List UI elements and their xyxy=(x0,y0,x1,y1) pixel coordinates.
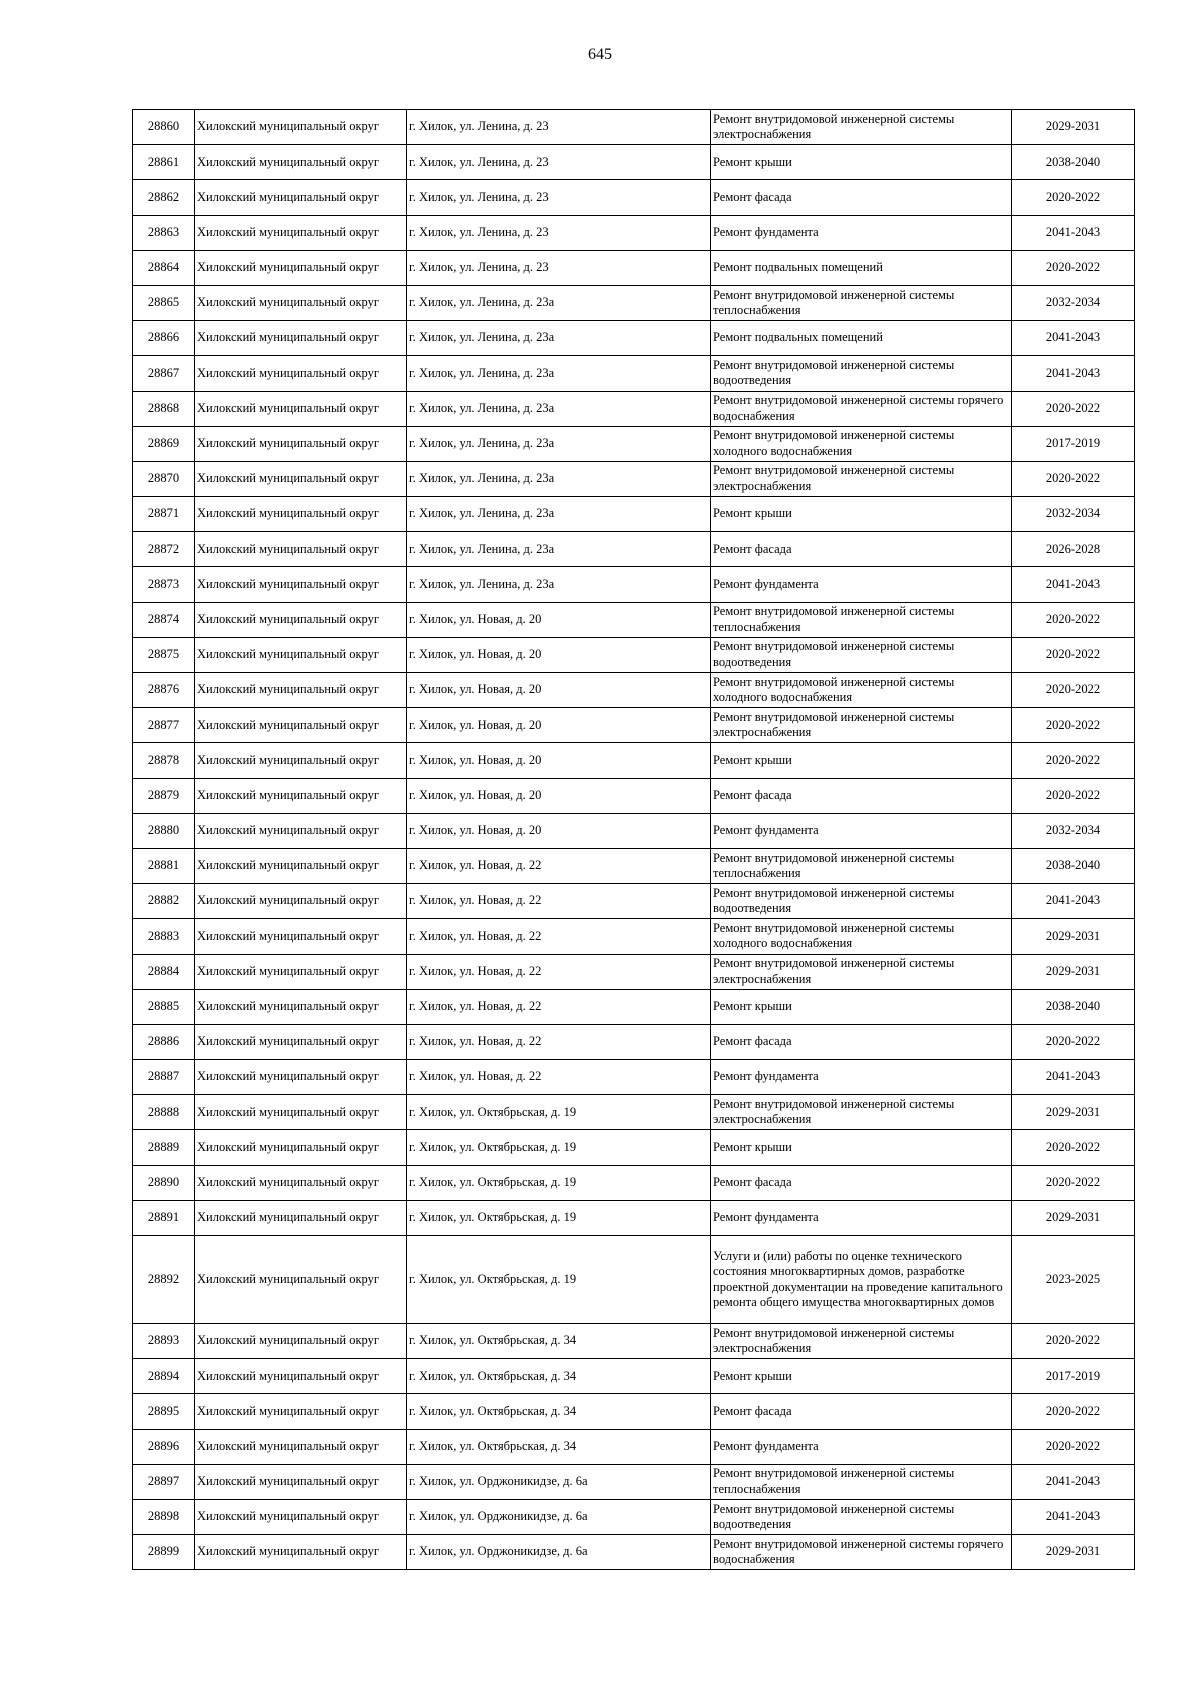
table-row xyxy=(133,1464,1135,1499)
municipality-cell: Хилокский муниципальный округ xyxy=(195,673,407,708)
table-row xyxy=(133,989,1135,1024)
period-cell: 2029-2031 xyxy=(1012,1200,1135,1235)
work-type-cell: Ремонт внутридомовой инженерной системы электроснабжения xyxy=(711,110,1012,145)
table-row xyxy=(133,356,1135,391)
row-number-cell: 28864 xyxy=(133,250,195,285)
municipality-cell: Хилокский муниципальный округ xyxy=(195,919,407,954)
municipality-cell: Хилокский муниципальный округ xyxy=(195,1130,407,1165)
row-number-cell: 28861 xyxy=(133,145,195,180)
work-type-cell: Ремонт крыши xyxy=(711,145,1012,180)
municipality-cell: Хилокский муниципальный округ xyxy=(195,989,407,1024)
municipality-cell: Хилокский муниципальный округ xyxy=(195,954,407,989)
table-row xyxy=(133,1429,1135,1464)
table-row xyxy=(133,743,1135,778)
row-number-cell: 28884 xyxy=(133,954,195,989)
period-cell: 2029-2031 xyxy=(1012,919,1135,954)
table-row xyxy=(133,1535,1135,1570)
row-number-cell: 28871 xyxy=(133,497,195,532)
table-row xyxy=(133,708,1135,743)
row-number-cell: 28874 xyxy=(133,602,195,637)
address-cell: г. Хилок, ул. Ленина, д. 23а xyxy=(407,497,711,532)
row-number-cell: 28873 xyxy=(133,567,195,602)
row-number-cell: 28872 xyxy=(133,532,195,567)
work-type-cell: Ремонт подвальных помещений xyxy=(711,250,1012,285)
table-row xyxy=(133,954,1135,989)
work-type-cell: Ремонт фундамента xyxy=(711,1060,1012,1095)
table-row xyxy=(133,426,1135,461)
municipality-cell: Хилокский муниципальный округ xyxy=(195,1236,407,1324)
row-number-cell: 28897 xyxy=(133,1464,195,1499)
municipality-cell: Хилокский муниципальный округ xyxy=(195,215,407,250)
work-type-cell: Ремонт внутридомовой инженерной системы водоотведения xyxy=(711,884,1012,919)
work-type-cell: Ремонт фундамента xyxy=(711,215,1012,250)
municipality-cell: Хилокский муниципальный округ xyxy=(195,743,407,778)
municipality-cell: Хилокский муниципальный округ xyxy=(195,1394,407,1429)
address-cell: г. Хилок, ул. Ленина, д. 23 xyxy=(407,180,711,215)
address-cell: г. Хилок, ул. Новая, д. 20 xyxy=(407,673,711,708)
municipality-cell: Хилокский муниципальный округ xyxy=(195,708,407,743)
address-cell: г. Хилок, ул. Октябрьская, д. 19 xyxy=(407,1130,711,1165)
period-cell: 2020-2022 xyxy=(1012,673,1135,708)
municipality-cell: Хилокский муниципальный округ xyxy=(195,1499,407,1534)
work-type-cell: Ремонт внутридомовой инженерной системы теплоснабжения xyxy=(711,285,1012,320)
municipality-cell: Хилокский муниципальный округ xyxy=(195,180,407,215)
municipality-cell: Хилокский муниципальный округ xyxy=(195,145,407,180)
work-type-cell: Ремонт внутридомовой инженерной системы электроснабжения xyxy=(711,708,1012,743)
period-cell: 2020-2022 xyxy=(1012,461,1135,496)
period-cell: 2029-2031 xyxy=(1012,110,1135,145)
address-cell: г. Хилок, ул. Октябрьская, д. 19 xyxy=(407,1200,711,1235)
work-type-cell: Ремонт фундамента xyxy=(711,567,1012,602)
row-number-cell: 28868 xyxy=(133,391,195,426)
row-number-cell: 28899 xyxy=(133,1535,195,1570)
address-cell: г. Хилок, ул. Октябрьская, д. 34 xyxy=(407,1394,711,1429)
row-number-cell: 28890 xyxy=(133,1165,195,1200)
work-type-cell: Ремонт внутридомовой инженерной системы холодного водоснабжения xyxy=(711,673,1012,708)
period-cell: 2032-2034 xyxy=(1012,497,1135,532)
address-cell: г. Хилок, ул. Новая, д. 22 xyxy=(407,848,711,883)
row-number-cell: 28896 xyxy=(133,1429,195,1464)
table-row xyxy=(133,145,1135,180)
row-number-cell: 28891 xyxy=(133,1200,195,1235)
address-cell: г. Хилок, ул. Новая, д. 22 xyxy=(407,1060,711,1095)
address-cell: г. Хилок, ул. Новая, д. 20 xyxy=(407,602,711,637)
period-cell: 2020-2022 xyxy=(1012,1165,1135,1200)
work-type-cell: Ремонт фундамента xyxy=(711,813,1012,848)
table-row xyxy=(133,180,1135,215)
row-number-cell: 28876 xyxy=(133,673,195,708)
table-row xyxy=(133,1359,1135,1394)
address-cell: г. Хилок, ул. Новая, д. 20 xyxy=(407,637,711,672)
work-type-cell: Ремонт фасада xyxy=(711,1394,1012,1429)
row-number-cell: 28886 xyxy=(133,1024,195,1059)
municipality-cell: Хилокский муниципальный округ xyxy=(195,110,407,145)
address-cell: г. Хилок, ул. Октябрьская, д. 34 xyxy=(407,1359,711,1394)
period-cell: 2020-2022 xyxy=(1012,1024,1135,1059)
address-cell: г. Хилок, ул. Новая, д. 20 xyxy=(407,743,711,778)
work-type-cell: Ремонт крыши xyxy=(711,1359,1012,1394)
work-type-cell: Ремонт фундамента xyxy=(711,1429,1012,1464)
row-number-cell: 28885 xyxy=(133,989,195,1024)
address-cell: г. Хилок, ул. Ленина, д. 23а xyxy=(407,356,711,391)
table-row xyxy=(133,1165,1135,1200)
work-type-cell: Ремонт крыши xyxy=(711,497,1012,532)
work-type-cell: Ремонт внутридомовой инженерной системы теплоснабжения xyxy=(711,602,1012,637)
table-row xyxy=(133,1060,1135,1095)
table-row xyxy=(133,813,1135,848)
work-type-cell: Ремонт внутридомовой инженерной системы горячего водоснабжения xyxy=(711,1535,1012,1570)
table-row xyxy=(133,848,1135,883)
table-row xyxy=(133,321,1135,356)
row-number-cell: 28881 xyxy=(133,848,195,883)
table-row xyxy=(133,1095,1135,1130)
period-cell: 2020-2022 xyxy=(1012,637,1135,672)
municipality-cell: Хилокский муниципальный округ xyxy=(195,778,407,813)
period-cell: 2041-2043 xyxy=(1012,321,1135,356)
row-number-cell: 28883 xyxy=(133,919,195,954)
address-cell: г. Хилок, ул. Орджоникидзе, д. 6а xyxy=(407,1535,711,1570)
row-number-cell: 28878 xyxy=(133,743,195,778)
address-cell: г. Хилок, ул. Ленина, д. 23 xyxy=(407,145,711,180)
work-type-cell: Ремонт подвальных помещений xyxy=(711,321,1012,356)
row-number-cell: 28867 xyxy=(133,356,195,391)
work-type-cell: Ремонт фасада xyxy=(711,1024,1012,1059)
row-number-cell: 28887 xyxy=(133,1060,195,1095)
period-cell: 2038-2040 xyxy=(1012,989,1135,1024)
row-number-cell: 28898 xyxy=(133,1499,195,1534)
table-body xyxy=(133,110,1135,1570)
municipality-cell: Хилокский муниципальный округ xyxy=(195,532,407,567)
address-cell: г. Хилок, ул. Октябрьская, д. 19 xyxy=(407,1095,711,1130)
period-cell: 2020-2022 xyxy=(1012,1429,1135,1464)
work-type-cell: Ремонт внутридомовой инженерной системы холодного водоснабжения xyxy=(711,919,1012,954)
row-number-cell: 28895 xyxy=(133,1394,195,1429)
municipality-cell: Хилокский муниципальный округ xyxy=(195,1535,407,1570)
municipality-cell: Хилокский муниципальный округ xyxy=(195,461,407,496)
table-row xyxy=(133,778,1135,813)
period-cell: 2020-2022 xyxy=(1012,1324,1135,1359)
period-cell: 2026-2028 xyxy=(1012,532,1135,567)
address-cell: г. Хилок, ул. Октябрьская, д. 34 xyxy=(407,1324,711,1359)
period-cell: 2020-2022 xyxy=(1012,180,1135,215)
work-type-cell: Ремонт фасада xyxy=(711,778,1012,813)
row-number-cell: 28875 xyxy=(133,637,195,672)
row-number-cell: 28866 xyxy=(133,321,195,356)
row-number-cell: 28869 xyxy=(133,426,195,461)
work-type-cell: Ремонт внутридомовой инженерной системы горячего водоснабжения xyxy=(711,391,1012,426)
work-type-cell: Ремонт крыши xyxy=(711,1130,1012,1165)
work-type-cell: Ремонт внутридомовой инженерной системы водоотведения xyxy=(711,1499,1012,1534)
table-row xyxy=(133,1324,1135,1359)
row-number-cell: 28893 xyxy=(133,1324,195,1359)
row-number-cell: 28888 xyxy=(133,1095,195,1130)
period-cell: 2020-2022 xyxy=(1012,743,1135,778)
address-cell: г. Хилок, ул. Новая, д. 22 xyxy=(407,954,711,989)
period-cell: 2020-2022 xyxy=(1012,708,1135,743)
work-type-cell: Ремонт внутридомовой инженерной системы теплоснабжения xyxy=(711,848,1012,883)
period-cell: 2017-2019 xyxy=(1012,426,1135,461)
address-cell: г. Хилок, ул. Ленина, д. 23а xyxy=(407,532,711,567)
work-type-cell: Ремонт фасада xyxy=(711,1165,1012,1200)
row-number-cell: 28889 xyxy=(133,1130,195,1165)
work-type-cell: Ремонт внутридомовой инженерной системы электроснабжения xyxy=(711,461,1012,496)
period-cell: 2032-2034 xyxy=(1012,285,1135,320)
municipality-cell: Хилокский муниципальный округ xyxy=(195,567,407,602)
municipality-cell: Хилокский муниципальный округ xyxy=(195,1060,407,1095)
table-row xyxy=(133,673,1135,708)
work-type-cell: Ремонт фасада xyxy=(711,180,1012,215)
address-cell: г. Хилок, ул. Орджоникидзе, д. 6а xyxy=(407,1499,711,1534)
work-type-cell: Ремонт внутридомовой инженерной системы водоотведения xyxy=(711,356,1012,391)
address-cell: г. Хилок, ул. Ленина, д. 23а xyxy=(407,321,711,356)
municipality-cell: Хилокский муниципальный округ xyxy=(195,1429,407,1464)
row-number-cell: 28865 xyxy=(133,285,195,320)
table-row xyxy=(133,1130,1135,1165)
work-type-cell: Ремонт фундамента xyxy=(711,1200,1012,1235)
table-row xyxy=(133,215,1135,250)
address-cell: г. Хилок, ул. Новая, д. 22 xyxy=(407,919,711,954)
row-number-cell: 28880 xyxy=(133,813,195,848)
period-cell: 2041-2043 xyxy=(1012,884,1135,919)
period-cell: 2029-2031 xyxy=(1012,1095,1135,1130)
repair-schedule-table xyxy=(132,109,1135,1570)
address-cell: г. Хилок, ул. Новая, д. 20 xyxy=(407,708,711,743)
work-type-cell: Ремонт внутридомовой инженерной системы холодного водоснабжения xyxy=(711,426,1012,461)
table-row xyxy=(133,637,1135,672)
table-row xyxy=(133,532,1135,567)
table-row xyxy=(133,1236,1135,1324)
period-cell: 2032-2034 xyxy=(1012,813,1135,848)
table-row xyxy=(133,110,1135,145)
work-type-cell: Ремонт внутридомовой инженерной системы электроснабжения xyxy=(711,1095,1012,1130)
municipality-cell: Хилокский муниципальный округ xyxy=(195,250,407,285)
table-row xyxy=(133,1024,1135,1059)
period-cell: 2041-2043 xyxy=(1012,1499,1135,1534)
municipality-cell: Хилокский муниципальный округ xyxy=(195,1200,407,1235)
municipality-cell: Хилокский муниципальный округ xyxy=(195,1165,407,1200)
municipality-cell: Хилокский муниципальный округ xyxy=(195,356,407,391)
municipality-cell: Хилокский муниципальный округ xyxy=(195,637,407,672)
row-number-cell: 28892 xyxy=(133,1236,195,1324)
period-cell: 2020-2022 xyxy=(1012,602,1135,637)
work-type-cell: Ремонт внутридомовой инженерной системы водоотведения xyxy=(711,637,1012,672)
table-row xyxy=(133,567,1135,602)
period-cell: 2020-2022 xyxy=(1012,391,1135,426)
period-cell: 2020-2022 xyxy=(1012,1130,1135,1165)
municipality-cell: Хилокский муниципальный округ xyxy=(195,391,407,426)
period-cell: 2020-2022 xyxy=(1012,1394,1135,1429)
row-number-cell: 28860 xyxy=(133,110,195,145)
municipality-cell: Хилокский муниципальный округ xyxy=(195,497,407,532)
municipality-cell: Хилокский муниципальный округ xyxy=(195,426,407,461)
municipality-cell: Хилокский муниципальный округ xyxy=(195,1024,407,1059)
period-cell: 2020-2022 xyxy=(1012,250,1135,285)
table-row xyxy=(133,884,1135,919)
period-cell: 2041-2043 xyxy=(1012,1060,1135,1095)
municipality-cell: Хилокский муниципальный округ xyxy=(195,884,407,919)
address-cell: г. Хилок, ул. Ленина, д. 23а xyxy=(407,461,711,496)
work-type-cell: Ремонт крыши xyxy=(711,989,1012,1024)
work-type-cell: Ремонт крыши xyxy=(711,743,1012,778)
row-number-cell: 28879 xyxy=(133,778,195,813)
municipality-cell: Хилокский муниципальный округ xyxy=(195,1324,407,1359)
table-row xyxy=(133,1394,1135,1429)
table-row xyxy=(133,1499,1135,1534)
row-number-cell: 28894 xyxy=(133,1359,195,1394)
work-type-cell: Ремонт внутридомовой инженерной системы электроснабжения xyxy=(711,954,1012,989)
municipality-cell: Хилокский муниципальный округ xyxy=(195,1095,407,1130)
work-type-cell: Услуги и (или) работы по оценке технического состояния многоквартирных домов, разработке проектной документации на проведение капитального ремонта общего имущества многоквартирных домов xyxy=(711,1236,1012,1324)
period-cell: 2029-2031 xyxy=(1012,954,1135,989)
table-row xyxy=(133,250,1135,285)
address-cell: г. Хилок, ул. Новая, д. 22 xyxy=(407,884,711,919)
period-cell: 2038-2040 xyxy=(1012,145,1135,180)
table-row xyxy=(133,497,1135,532)
municipality-cell: Хилокский муниципальный округ xyxy=(195,848,407,883)
municipality-cell: Хилокский муниципальный округ xyxy=(195,1359,407,1394)
municipality-cell: Хилокский муниципальный округ xyxy=(195,285,407,320)
address-cell: г. Хилок, ул. Ленина, д. 23 xyxy=(407,215,711,250)
address-cell: г. Хилок, ул. Ленина, д. 23 xyxy=(407,250,711,285)
address-cell: г. Хилок, ул. Ленина, д. 23а xyxy=(407,426,711,461)
period-cell: 2020-2022 xyxy=(1012,778,1135,813)
address-cell: г. Хилок, ул. Новая, д. 20 xyxy=(407,778,711,813)
address-cell: г. Хилок, ул. Ленина, д. 23а xyxy=(407,285,711,320)
work-type-cell: Ремонт внутридомовой инженерной системы электроснабжения xyxy=(711,1324,1012,1359)
work-type-cell: Ремонт внутридомовой инженерной системы теплоснабжения xyxy=(711,1464,1012,1499)
address-cell: г. Хилок, ул. Октябрьская, д. 34 xyxy=(407,1429,711,1464)
period-cell: 2041-2043 xyxy=(1012,1464,1135,1499)
address-cell: г. Хилок, ул. Новая, д. 20 xyxy=(407,813,711,848)
page-number: 645 xyxy=(588,46,612,63)
table-row xyxy=(133,919,1135,954)
work-type-cell: Ремонт фасада xyxy=(711,532,1012,567)
period-cell: 2041-2043 xyxy=(1012,215,1135,250)
period-cell: 2017-2019 xyxy=(1012,1359,1135,1394)
address-cell: г. Хилок, ул. Орджоникидзе, д. 6а xyxy=(407,1464,711,1499)
row-number-cell: 28863 xyxy=(133,215,195,250)
address-cell: г. Хилок, ул. Ленина, д. 23а xyxy=(407,567,711,602)
address-cell: г. Хилок, ул. Новая, д. 22 xyxy=(407,989,711,1024)
address-cell: г. Хилок, ул. Ленина, д. 23а xyxy=(407,391,711,426)
address-cell: г. Хилок, ул. Октябрьская, д. 19 xyxy=(407,1236,711,1324)
municipality-cell: Хилокский муниципальный округ xyxy=(195,813,407,848)
period-cell: 2041-2043 xyxy=(1012,567,1135,602)
table-row xyxy=(133,1200,1135,1235)
period-cell: 2029-2031 xyxy=(1012,1535,1135,1570)
row-number-cell: 28862 xyxy=(133,180,195,215)
row-number-cell: 28882 xyxy=(133,884,195,919)
table-row xyxy=(133,602,1135,637)
table-row xyxy=(133,285,1135,320)
municipality-cell: Хилокский муниципальный округ xyxy=(195,1464,407,1499)
row-number-cell: 28870 xyxy=(133,461,195,496)
municipality-cell: Хилокский муниципальный округ xyxy=(195,602,407,637)
period-cell: 2038-2040 xyxy=(1012,848,1135,883)
period-cell: 2041-2043 xyxy=(1012,356,1135,391)
table-row xyxy=(133,461,1135,496)
table-row xyxy=(133,391,1135,426)
address-cell: г. Хилок, ул. Ленина, д. 23 xyxy=(407,110,711,145)
row-number-cell: 28877 xyxy=(133,708,195,743)
address-cell: г. Хилок, ул. Новая, д. 22 xyxy=(407,1024,711,1059)
address-cell: г. Хилок, ул. Октябрьская, д. 19 xyxy=(407,1165,711,1200)
period-cell: 2023-2025 xyxy=(1012,1236,1135,1324)
municipality-cell: Хилокский муниципальный округ xyxy=(195,321,407,356)
